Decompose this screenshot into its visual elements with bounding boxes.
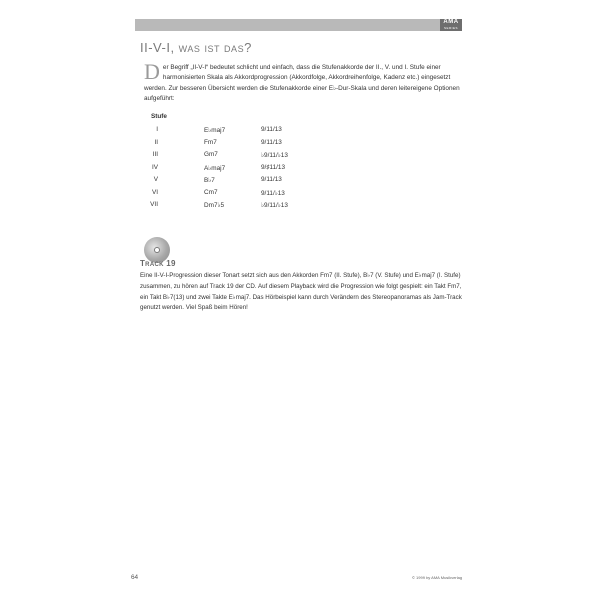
step-cell: VI	[151, 188, 158, 196]
table-row	[140, 164, 340, 175]
extension-cell: 9/11/♭13	[261, 189, 285, 197]
table-row	[140, 126, 340, 137]
drop-cap: D	[144, 59, 160, 84]
page-title: II-V-I, was ist das?	[140, 40, 252, 55]
table-row	[140, 176, 340, 187]
extension-cell: ♭9/11/♭13	[261, 152, 288, 159]
extension-cell: ♭9/11/♭13	[261, 202, 288, 209]
step-cell: I	[156, 126, 158, 133]
extension-cell: 9/11/13	[261, 176, 282, 183]
chord-cell: B♭7	[204, 177, 215, 184]
copyright-notice: © 1999 by AMA Musikverlag	[412, 575, 463, 580]
step-cell: III	[152, 151, 158, 158]
table-row	[140, 189, 340, 200]
chord-cell: Fm7	[204, 138, 217, 146]
intro-text: er Begriff „II-V-I“ bedeutet schlicht und einfach, dass die Stufenakkorde der II., V. und I. Stufe einer harmonisierten Skala als Akkordprogression (Akkordfolge, Akkordreihenfolge, Kadenz etc.) eingesetzt werden. Zur besseren Übersicht werden die Stufenakkorde einer E♭-Dur-Skala und deren leitereigene Optionen aufgeführt:	[144, 64, 460, 102]
chord-cell: A♭maj7	[204, 164, 226, 172]
chord-cell: Cm7	[204, 188, 218, 196]
extension-cell: 9/11/13	[261, 138, 282, 146]
body-paragraph: Eine II-V-I-Progression dieser Tonart setzt sich aus den Akkorden Fm7 (II. Stufe), B♭7 (V. Stufe) und E♭maj7 (I. Stufe) zusammen, zu hören auf Track 19 der CD. Auf diesem Playback wird die Progression wie folgt gespielt: ein Takt Fm7, ein Takt B♭7(13) und zwei Takte E♭maj7. Das Hörbeispiel kann durch Verändern des Stereopanoramas als Jam-Track genutzt werden. Viel Spaß beim Hören!	[140, 272, 462, 312]
table-row	[140, 201, 340, 212]
extension-cell: 9/♯11/13	[261, 163, 286, 171]
step-cell: V	[153, 176, 158, 183]
header-bar	[135, 19, 462, 31]
track-label: Track 19	[140, 259, 176, 268]
table-row	[140, 151, 340, 162]
step-cell: IV	[151, 163, 158, 171]
table-header-stufe: Stufe	[151, 113, 167, 120]
cd-hole	[154, 247, 160, 253]
step-cell: II	[154, 138, 158, 146]
logo-text: AMA	[443, 19, 459, 25]
chord-cell: E♭maj7	[204, 127, 226, 134]
page-number: 64	[131, 574, 139, 581]
logo-subtext: SERIES	[443, 26, 458, 30]
intro-paragraph	[144, 59, 464, 104]
publisher-logo	[440, 19, 462, 31]
step-cell: VII	[150, 201, 158, 208]
extension-cell: 9/11/13	[261, 126, 282, 133]
chord-cell: Dm7♭5	[204, 202, 225, 209]
table-row	[140, 139, 340, 150]
chord-cell: Gm7	[204, 151, 218, 158]
